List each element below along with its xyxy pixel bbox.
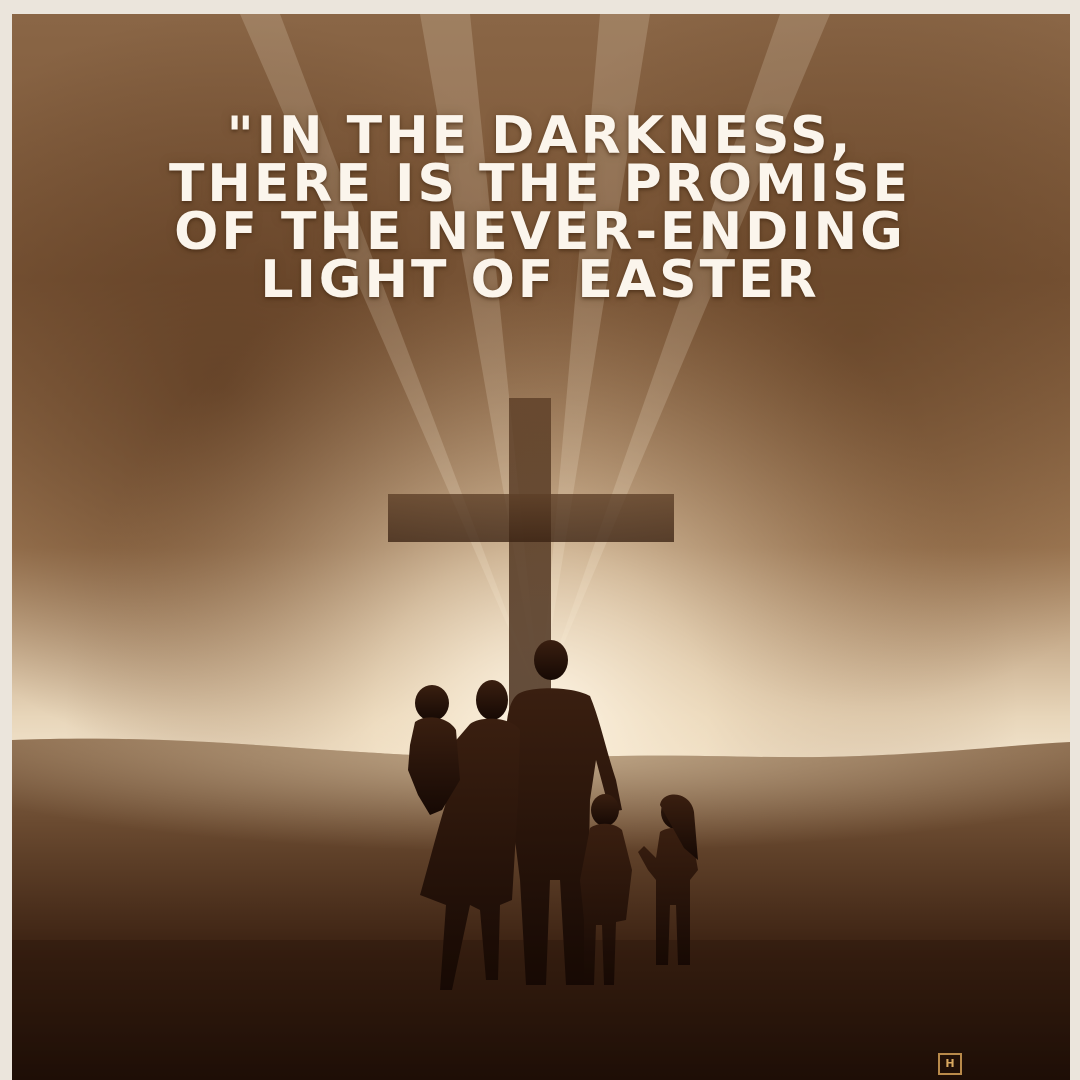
watermark-logo: H	[938, 1053, 962, 1075]
quote-text: "IN THE DARKNESS, THERE IS THE PROMISE OF THE NEVER-ENDING LIGHT OF EASTER	[168, 106, 912, 310]
